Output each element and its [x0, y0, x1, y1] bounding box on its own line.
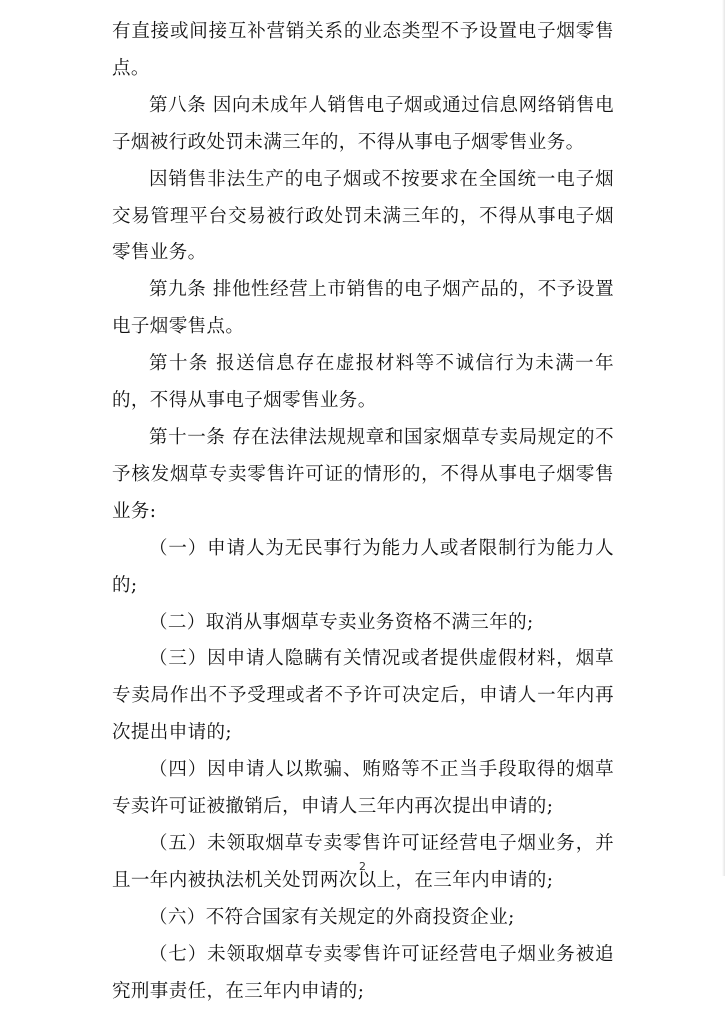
list-item-4: （四）因申请人以欺骗、贿赂等不正当手段取得的烟草专卖许可证被撤销后，申请人三年内再次提出申请的; — [112, 759, 614, 818]
page-number: 2 — [359, 860, 366, 873]
paragraph-article-8: 第八条 因向未成年人销售电子烟或通过信息网络销售电子烟被行政处罚未满三年的，不得从事电子烟零售业务。 — [112, 94, 614, 153]
list-item-3: （三）因申请人隐瞒有关情况或者提供虚假材料，烟草专卖局作出不予受理或者不予许可决定后，申请人一年内再次提出申请的; — [112, 648, 614, 744]
list-item-6: （六）不符合国家有关规定的外商投资企业; — [149, 906, 515, 928]
paragraph-continuation: 有直接或间接互补营销关系的业态类型不予设置电子烟零售点。 — [112, 21, 614, 79]
paragraph-article-9: 第九条 排他性经营上市销售的电子烟产品的，不予设置电子烟零售点。 — [112, 279, 614, 338]
paragraph-article-8-second: 因销售非法生产的电子烟或不按要求在全国统一电子烟交易管理平台交易被行政处罚未满三年的，不得从事电子烟零售业务。 — [112, 168, 614, 264]
paragraph-article-10: 第十条 报送信息存在虚报材料等不诚信行为未满一年的，不得从事电子烟零售业务。 — [112, 353, 614, 412]
list-item-5: （五）未领取烟草专卖零售许可证经营电子烟业务，并且一年内被执法机关处罚两次以上，在三年内申请的; — [112, 832, 614, 891]
list-item-2: （二）取消从事烟草专卖业务资格不满三年的; — [149, 611, 534, 633]
list-item-1: （一）申请人为无民事行为能力人或者限制行为能力人的; — [112, 537, 614, 596]
list-item-7: （七）未领取烟草专卖零售许可证经营电子烟业务被追究刑事责任，在三年内申请的; — [112, 943, 614, 1002]
paragraph-article-11: 第十一条 存在法律法规规章和国家烟草专卖局规定的不予核发烟草专卖零售许可证的情形的，不得从事电子烟零售业务: — [112, 426, 614, 522]
